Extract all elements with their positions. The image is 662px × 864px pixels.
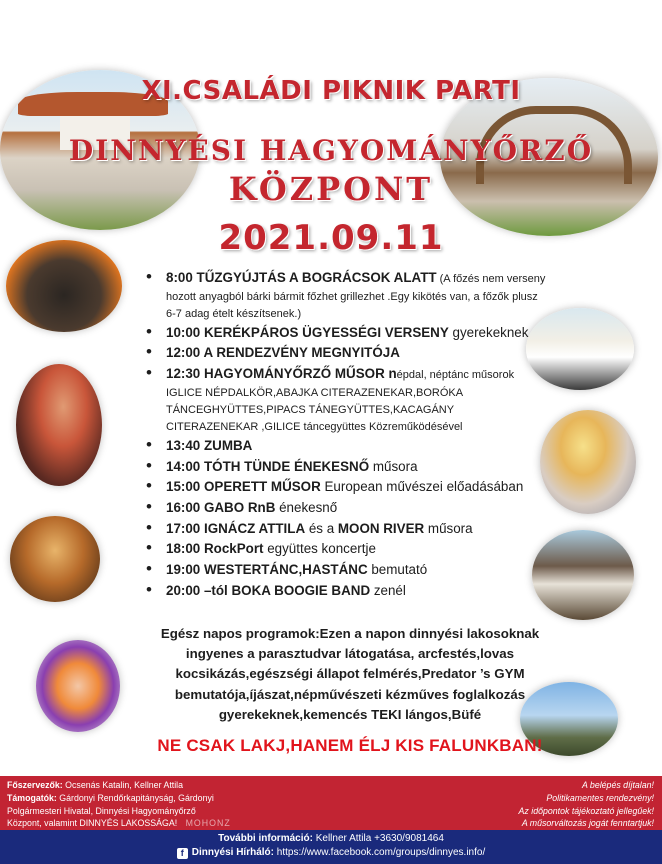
event-title: XI.CSALÁDI PIKNIK PARTI bbox=[141, 76, 521, 106]
footer-credits: Főszervezők: Ocsenás Katalin, Kellner Attila Támogatók: Gárdonyi Rendőrkapitányság, Gárdonyi Polgármesteri Hivatal, Dinnyési Hagyományőrző Központ, valamint DINNYÉS LAKOSSÁGA! MOHONZ bbox=[7, 780, 231, 829]
schedule-item: • 19:00 WESTERTÁNC,HASTÁNC bemutató bbox=[146, 560, 546, 581]
schedule-item: • 13:40 ZUMBA bbox=[146, 436, 546, 457]
photo-belly-dancer bbox=[10, 516, 100, 602]
facebook-link[interactable]: https://www.facebook.com/groups/dinnyes.info/ bbox=[274, 847, 486, 858]
facebook-icon: f bbox=[177, 848, 188, 859]
schedule-item: • 8:00 TŰZGYÚJTÁS A BOGRÁCSOK ALATT (A főzés nem verseny hozott anyagból bárki bármit főzhet grillezhet .Egy kikötés van, a főzők plusz 6-7 adag ételt készítsenek.) bbox=[146, 268, 546, 323]
venue-name: DINNYÉSI HAGYOMÁNYŐRZŐ bbox=[68, 134, 594, 167]
footer-notices: A belépés díjtalan! Politikamentes rendezvény! Az időpontok tájékoztató jellegűek! A műsorváltozás jogát fenntartjuk! bbox=[518, 780, 654, 829]
schedule-item: • 14:00 TÓTH TÜNDE ÉNEKESNŐ műsora bbox=[146, 457, 546, 478]
brand-mark: MOHONZ bbox=[185, 818, 231, 829]
schedule-item: • 18:00 RockPort együttes koncertje bbox=[146, 539, 546, 560]
photo-singer-red-hair bbox=[16, 364, 102, 486]
schedule-item: • 15:00 OPERETT MŰSOR European művészei előadásában bbox=[146, 477, 546, 498]
contact-info: További információ: Kellner Attila +3630/9081464 f Dinnyési Hírháló: https://www.facebook.com/groups/dinnyes.info/ bbox=[0, 832, 662, 860]
event-date: 2021.09.11 bbox=[218, 218, 444, 258]
schedule-item: • 20:00 –tól BOKA BOOGIE BAND zenél bbox=[146, 581, 546, 602]
photo-folk-band bbox=[532, 530, 634, 620]
photo-singer-blonde bbox=[540, 410, 636, 514]
schedule-item: • 12:00 A RENDEZVÉNY MEGNYITÓJA bbox=[146, 343, 546, 364]
photo-face-painting bbox=[36, 640, 120, 732]
venue-name-2: KÖZPONT bbox=[228, 170, 434, 208]
all-day-program: Egész napos programok:Ezen a napon dinnyési lakosoknak ingyenes a parasztudvar látogatása, arcfestés,lovas kocsikázás,egészségi állapot felmérés,Predator ’s GYM bemutatója,íjászat,népművészeti kézműves foglalkozás gyerekeknek,kemencés TEKI lángos,Büfé bbox=[160, 626, 540, 722]
schedule-item: • 12:30 HAGYOMÁNYŐRZŐ MŰSOR népdal, néptánc műsorok IGLICE NÉPDALKÖR,ABAJKA CITERAZENEKAR,BORÓKA TÁNCEGHYÜTTES,PIPACS TÁNEGYÜTTES,KACAGÁNY CITERAZENEKAR ,GILICE táncegyüttes Közreműködésével bbox=[146, 364, 546, 436]
schedule-list bbox=[146, 268, 546, 601]
slogan: NE CSAK LAKJ,HANEM ÉLJ KIS FALUNKBAN! bbox=[157, 736, 543, 755]
footer bbox=[0, 776, 662, 864]
schedule-item: • 17:00 IGNÁCZ ATTILA és a MOON RIVER műsora bbox=[146, 519, 546, 540]
schedule-item: • 16:00 GABO RnB énekesnő bbox=[146, 498, 546, 519]
schedule-item: • 10:00 KERÉKPÁROS ÜGYESSÉGI VERSENY gyerekeknek bbox=[146, 323, 546, 344]
